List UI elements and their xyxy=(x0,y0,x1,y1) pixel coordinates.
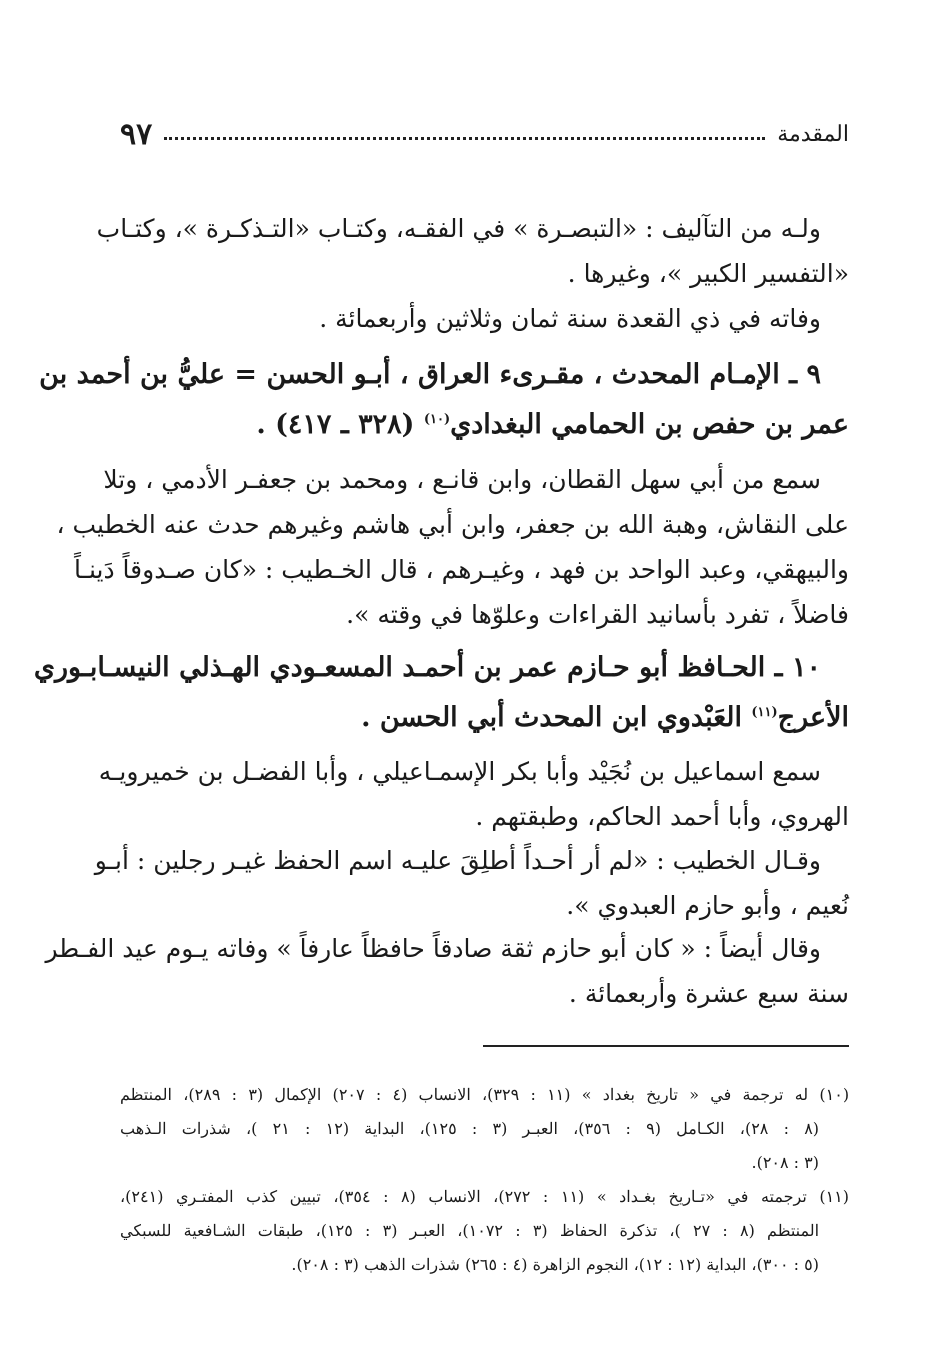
text-line: على النقاش، وهبة الله بن جعفر، وابن أبي هاشم وغيرهم حدث عنه الخطيب ، xyxy=(56,510,849,539)
heading-text: الأعرج xyxy=(777,702,849,733)
text-line: سمع من أبي سهل القطان، وابن قانـع ، ومحمد بن جعفـر الأدمي ، وتلا xyxy=(103,465,821,494)
text-line: «التفسير الكبير »، وغيرها . xyxy=(567,259,849,288)
text-line: ولـه من التآليف : «التبصـرة » في الفقـه، وكتـاب «التـذكـرة »، وكتـاب xyxy=(96,214,821,243)
heading-text: عمر بن حفص بن الحمامي البغدادي xyxy=(450,409,849,440)
text-line: والبيهقي، وعبد الواحد بن فهد ، وغيـرهم ، قال الخـطيب : «كان صـدوقاً دَينـاً xyxy=(74,555,849,584)
text-line: سمع اسماعيل بن نُجَيْد وأبا بكر الإسمـاعيلي ، وأبا الفضـل بن خميرويـه xyxy=(98,757,821,786)
footnote-line: المنتظم (٨ : ٢٧ )، تذكرة الحفاظ (٣ : ١٠٧٢)، العبـر (٣ : ١٢٥)، طبقات الشـافعية للسبكي xyxy=(120,1221,820,1240)
heading-line xyxy=(120,690,849,735)
chapter-title: المقدمة xyxy=(777,121,849,147)
footnote-separator xyxy=(483,1045,849,1047)
entry-heading-10 xyxy=(33,645,849,735)
footnote-line: (١٠) له ترجمة في « تاريخ بغداد » (١١ : ٣٢٩)، الانساب (٤ : ٢٠٧) الإكمال (٣ : ٢٨٩)، المنتظم xyxy=(120,1085,850,1104)
heading-line: ٩ ـ الإمـام المحدث ، مقـرىء العراق ، أبـو الحسن = عليُّ بن أحمد بن xyxy=(39,359,821,390)
footnote-line: (١١) ترجمته في «تـاريخ بغـداد » (١١ : ٢٧٢)، الانساب (٨ : ٣٥٤)، تبيين كذب المفتـري (٢٤١)، xyxy=(120,1187,849,1206)
page-number: ٩٧ xyxy=(120,116,153,152)
paragraph-entry-10-teachers xyxy=(98,749,849,839)
running-header xyxy=(120,114,849,154)
footnote-11 xyxy=(120,1180,849,1282)
heading-line: ١٠ ـ الحـافظ أبو حـازم عمر بن أحمـد المسعـودي الهـذلي النيسـابـوري xyxy=(33,652,821,683)
text-line: الهروي، وأبا أحمد الحاكم، وطبقتهم . xyxy=(475,802,849,831)
paragraph-works xyxy=(96,206,849,296)
paragraph-entry-10-death xyxy=(45,926,849,1016)
text-line: وفاته في ذي القعدة سنة ثمان وثلاثين وأربعمائة . xyxy=(319,304,821,333)
text-line: سنة سبع عشرة وأربعمائة . xyxy=(568,979,849,1008)
heading-line xyxy=(120,397,849,442)
footnote-line: (٣ : ٢٠٨). xyxy=(751,1153,819,1172)
text-line: فاضلاً ، تفرد بأسانيد القراءات وعلوّها في وقته ». xyxy=(346,600,849,629)
heading-dates: (٣٢٨ ـ ٤١٧) . xyxy=(256,409,424,440)
footnote-ref: (١١) xyxy=(751,705,778,720)
entry-heading-9 xyxy=(39,352,849,442)
paragraph-entry-9 xyxy=(56,457,849,637)
text-line: وقـال الخطيب : «لم أر أحـداً أطلِقَ عليـه اسم الحفظ غيـر رجلين : أبـو xyxy=(94,846,821,875)
paragraph-entry-10-khatib xyxy=(94,838,849,928)
footnote-line: (٨ : ٢٨)، الكـامل (٩ : ٣٥٦)، العبـر (٣ : ١٢٥)، البداية (١٢ : ٢١ )، شذرات الـذهب xyxy=(120,1119,820,1138)
leader-dots xyxy=(164,137,765,140)
text-line: وقال أيضاً : « كان أبو حازم ثقة صادقاً حافظاً عارفاً » وفاته يـوم عيد الفـطر xyxy=(45,934,821,963)
footnote-ref: (١٠) xyxy=(423,412,451,427)
footnote-line: (٥ : ٣٠٠)، البداية (١٢ : ١٢)، النجوم الزاهرة (٤ : ٢٦٥) شذرات الذهب (٣ : ٢٠٨). xyxy=(291,1255,819,1274)
heading-text: العَبْدوي ابن المحدث أبي الحسن . xyxy=(361,702,752,733)
paragraph-death xyxy=(120,296,849,341)
footnote-10 xyxy=(120,1078,849,1180)
text-line: نُعيم ، وأبو حازم العبدوي ». xyxy=(566,891,849,920)
